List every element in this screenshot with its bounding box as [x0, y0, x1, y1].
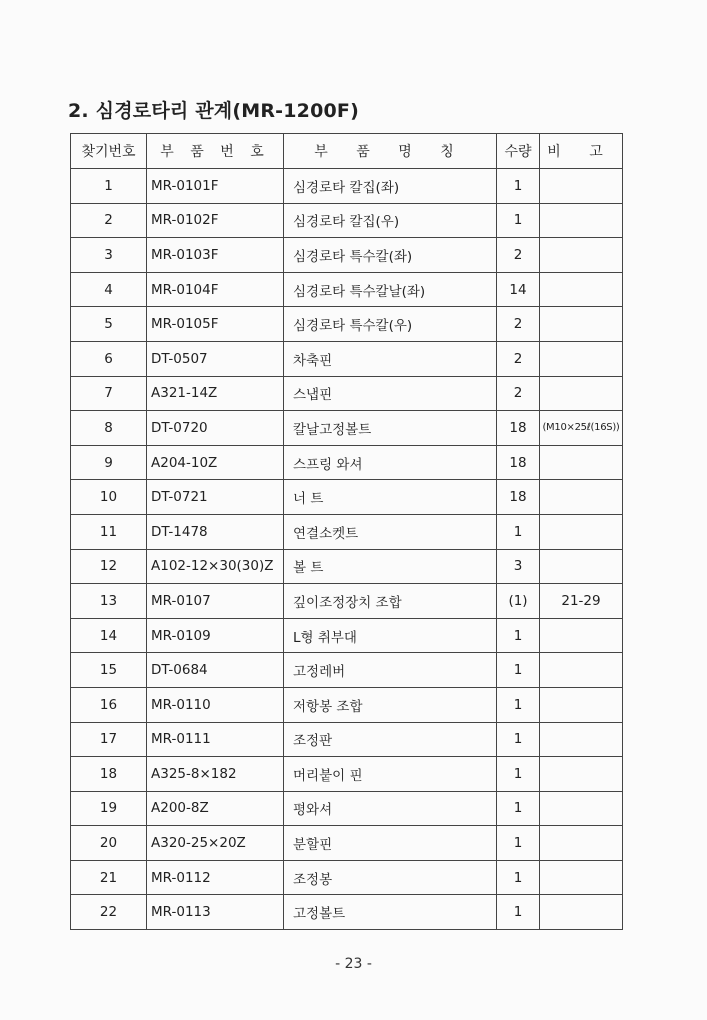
cell-find-number: 21 — [71, 860, 147, 895]
cell-part-name: 스프링 와셔 — [284, 445, 497, 480]
cell-find-number: 17 — [71, 722, 147, 757]
parts-table-body — [71, 169, 623, 930]
cell-part-name: 차축핀 — [284, 341, 497, 376]
header-quantity: 수량 — [497, 134, 540, 169]
table-row — [71, 238, 623, 273]
table-row — [71, 618, 623, 653]
cell-quantity: (1) — [497, 584, 540, 619]
cell-note — [540, 791, 623, 826]
cell-part-number: DT-0720 — [147, 411, 284, 446]
cell-quantity: 1 — [497, 653, 540, 688]
cell-part-name: 스냅핀 — [284, 376, 497, 411]
cell-quantity: 1 — [497, 514, 540, 549]
cell-find-number: 12 — [71, 549, 147, 584]
table-row — [71, 376, 623, 411]
page-number: - 23 - — [335, 956, 372, 972]
cell-note — [540, 653, 623, 688]
cell-quantity: 1 — [497, 895, 540, 930]
cell-part-number: MR-0101F — [147, 169, 284, 204]
cell-note — [540, 307, 623, 342]
header-part-name: 부 품 명 칭 — [284, 134, 497, 169]
cell-quantity: 2 — [497, 307, 540, 342]
header-find-number: 찾기번호 — [71, 134, 147, 169]
cell-part-name: 머리붙이 핀 — [284, 757, 497, 792]
cell-part-number: A102-12×30(30)Z — [147, 549, 284, 584]
cell-note — [540, 341, 623, 376]
cell-part-number: A321-14Z — [147, 376, 284, 411]
cell-quantity: 1 — [497, 169, 540, 204]
cell-part-number: MR-0111 — [147, 722, 284, 757]
cell-note — [540, 514, 623, 549]
cell-note — [540, 860, 623, 895]
cell-part-name: 심경로타 칼집(우) — [284, 203, 497, 238]
cell-note — [540, 272, 623, 307]
cell-note — [540, 757, 623, 792]
cell-quantity: 1 — [497, 860, 540, 895]
cell-quantity: 18 — [497, 411, 540, 446]
header-part-number: 부 품 번 호 — [147, 134, 284, 169]
cell-part-name: 고정볼트 — [284, 895, 497, 930]
cell-part-number: A200-8Z — [147, 791, 284, 826]
table-row — [71, 653, 623, 688]
cell-part-name: 깊이조정장치 조합 — [284, 584, 497, 619]
cell-find-number: 7 — [71, 376, 147, 411]
table-row — [71, 826, 623, 861]
cell-find-number: 10 — [71, 480, 147, 515]
cell-part-number: A325-8×182 — [147, 757, 284, 792]
table-row — [71, 584, 623, 619]
cell-quantity: 1 — [497, 757, 540, 792]
cell-part-name: 심경로타 특수칼(좌) — [284, 238, 497, 273]
cell-find-number: 6 — [71, 341, 147, 376]
section-title: 2. 심경로타리 관계(MR-1200F) — [68, 100, 359, 122]
cell-part-name: 심경로타 칼집(좌) — [284, 169, 497, 204]
cell-note — [540, 169, 623, 204]
cell-find-number: 11 — [71, 514, 147, 549]
table-row — [71, 341, 623, 376]
cell-part-number: MR-0107 — [147, 584, 284, 619]
cell-note — [540, 376, 623, 411]
cell-note — [540, 618, 623, 653]
cell-part-name: 평와셔 — [284, 791, 497, 826]
table-header-row — [71, 134, 623, 169]
cell-find-number: 16 — [71, 687, 147, 722]
cell-part-number: MR-0103F — [147, 238, 284, 273]
cell-part-number: MR-0104F — [147, 272, 284, 307]
header-note: 비 고 — [540, 134, 623, 169]
cell-quantity: 14 — [497, 272, 540, 307]
cell-quantity: 2 — [497, 341, 540, 376]
cell-find-number: 5 — [71, 307, 147, 342]
cell-quantity: 2 — [497, 238, 540, 273]
table-row — [71, 411, 623, 446]
cell-part-name: 고정레버 — [284, 653, 497, 688]
cell-part-number: MR-0112 — [147, 860, 284, 895]
cell-find-number: 22 — [71, 895, 147, 930]
cell-part-name: L형 취부대 — [284, 618, 497, 653]
cell-note — [540, 549, 623, 584]
cell-find-number: 9 — [71, 445, 147, 480]
cell-find-number: 3 — [71, 238, 147, 273]
cell-quantity: 18 — [497, 480, 540, 515]
table-row — [71, 307, 623, 342]
cell-note — [540, 480, 623, 515]
cell-part-number: A204-10Z — [147, 445, 284, 480]
cell-quantity: 3 — [497, 549, 540, 584]
cell-part-number: A320-25×20Z — [147, 826, 284, 861]
cell-part-name: 분할핀 — [284, 826, 497, 861]
cell-part-number: MR-0109 — [147, 618, 284, 653]
table-row — [71, 722, 623, 757]
cell-find-number: 1 — [71, 169, 147, 204]
cell-note: (M10×25ℓ(16S)) — [540, 411, 623, 446]
cell-find-number: 8 — [71, 411, 147, 446]
cell-part-number: MR-0105F — [147, 307, 284, 342]
cell-quantity: 1 — [497, 618, 540, 653]
cell-quantity: 1 — [497, 826, 540, 861]
cell-note: 21-29 — [540, 584, 623, 619]
cell-note — [540, 445, 623, 480]
table-row — [71, 169, 623, 204]
cell-part-name: 볼 트 — [284, 549, 497, 584]
cell-part-name: 심경로타 특수칼날(좌) — [284, 272, 497, 307]
table-row — [71, 687, 623, 722]
cell-find-number: 2 — [71, 203, 147, 238]
cell-part-number: MR-0113 — [147, 895, 284, 930]
cell-part-number: DT-1478 — [147, 514, 284, 549]
cell-part-name: 조정봉 — [284, 860, 497, 895]
cell-quantity: 1 — [497, 791, 540, 826]
cell-part-name: 칼날고정볼트 — [284, 411, 497, 446]
cell-find-number: 18 — [71, 757, 147, 792]
cell-quantity: 18 — [497, 445, 540, 480]
table-row — [71, 549, 623, 584]
table-row — [71, 895, 623, 930]
cell-part-name: 조정판 — [284, 722, 497, 757]
cell-note — [540, 687, 623, 722]
cell-find-number: 19 — [71, 791, 147, 826]
cell-find-number: 4 — [71, 272, 147, 307]
parts-table — [70, 133, 623, 930]
table-row — [71, 445, 623, 480]
table-row — [71, 514, 623, 549]
table-row — [71, 272, 623, 307]
cell-quantity: 1 — [497, 722, 540, 757]
cell-part-name: 연결소켓트 — [284, 514, 497, 549]
table-row — [71, 480, 623, 515]
cell-part-name: 심경로타 특수칼(우) — [284, 307, 497, 342]
cell-part-number: DT-0721 — [147, 480, 284, 515]
cell-part-name: 너 트 — [284, 480, 497, 515]
cell-note — [540, 895, 623, 930]
cell-note — [540, 203, 623, 238]
cell-part-number: MR-0102F — [147, 203, 284, 238]
cell-note — [540, 826, 623, 861]
cell-part-number: MR-0110 — [147, 687, 284, 722]
cell-part-number: DT-0507 — [147, 341, 284, 376]
cell-part-number: DT-0684 — [147, 653, 284, 688]
cell-quantity: 2 — [497, 376, 540, 411]
cell-note — [540, 238, 623, 273]
cell-note — [540, 722, 623, 757]
table-row — [71, 757, 623, 792]
table-row — [71, 860, 623, 895]
cell-find-number: 15 — [71, 653, 147, 688]
table-row — [71, 203, 623, 238]
cell-quantity: 1 — [497, 203, 540, 238]
table-row — [71, 791, 623, 826]
cell-find-number: 20 — [71, 826, 147, 861]
cell-find-number: 14 — [71, 618, 147, 653]
cell-find-number: 13 — [71, 584, 147, 619]
cell-quantity: 1 — [497, 687, 540, 722]
cell-part-name: 저항봉 조합 — [284, 687, 497, 722]
